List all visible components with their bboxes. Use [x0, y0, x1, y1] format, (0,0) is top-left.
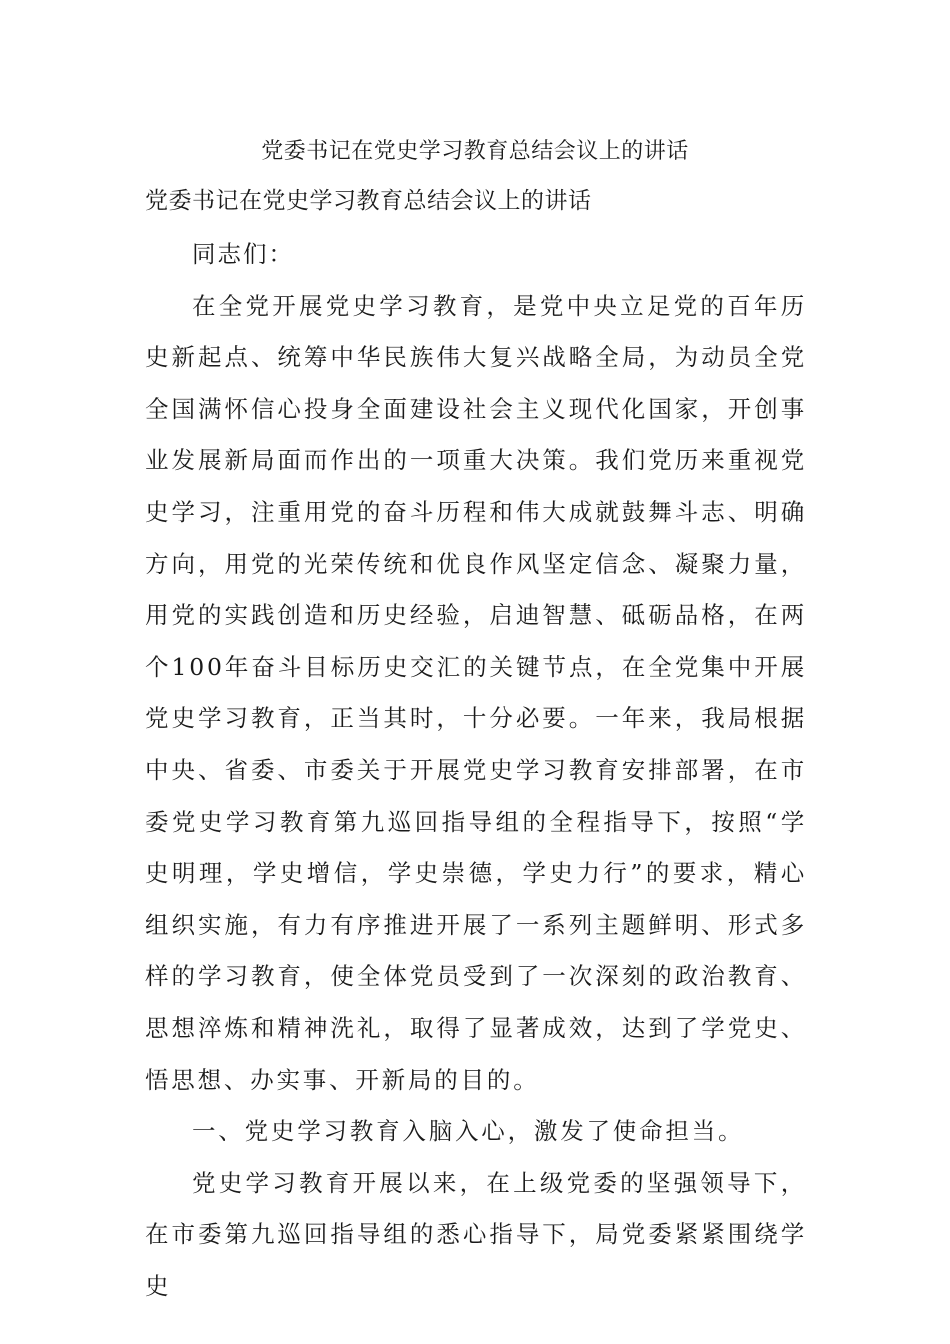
greeting: 同志们： [192, 240, 294, 268]
section-heading-1: 一、党史学习教育入脑入心，激发了使命担当。 [192, 1117, 745, 1146]
document-title: 党委书记在党史学习教育总结会议上的讲话 [261, 139, 689, 164]
document-body [145, 229, 807, 1312]
paragraph-section-1: 党史学习教育开展以来，在上级党委的坚强领导下，在市委第九巡回指导组的悉心指导下，局党委紧紧围绕学史 [145, 1168, 807, 1300]
paragraph-intro: 在全党开展党史学习教育，是党中央立足党的百年历史新起点、统筹中华民族伟大复兴战略全局，为动员全党全国满怀信心投身全面建设社会主义现代化国家，开创事业发展新局面而作出的一项重大决策。我们党历来重视党史学习，注重用党的奋斗历程和伟大成就鼓舞斗志、明确方向，用党的光荣传统和优良作风坚定信念、凝聚力量，用党的实践创造和历史经验，启迪智慧、砥砺品格，在两个100年奋斗目标历史交汇的关键节点，在全党集中开展党史学习教育，正当其时，十分必要。一年来，我局根据中央、省委、市委关于开展党史学习教育安排部署，在市委党史学习教育第九巡回指导组的全程指导下，按照“学史明理，学史增信，学史崇德，学史力行”的要求，精心组织实施，有力有序推进开展了一系列主题鲜明、形式多样的学习教育，使全体党员受到了一次深刻的政治教育、思想淬炼和精神洗礼，取得了显著成效，达到了学党史、悟思想、办实事、开新局的目的。 [145, 291, 807, 1094]
document-subtitle: 党委书记在党史学习教育总结会议上的讲话 [145, 188, 592, 214]
